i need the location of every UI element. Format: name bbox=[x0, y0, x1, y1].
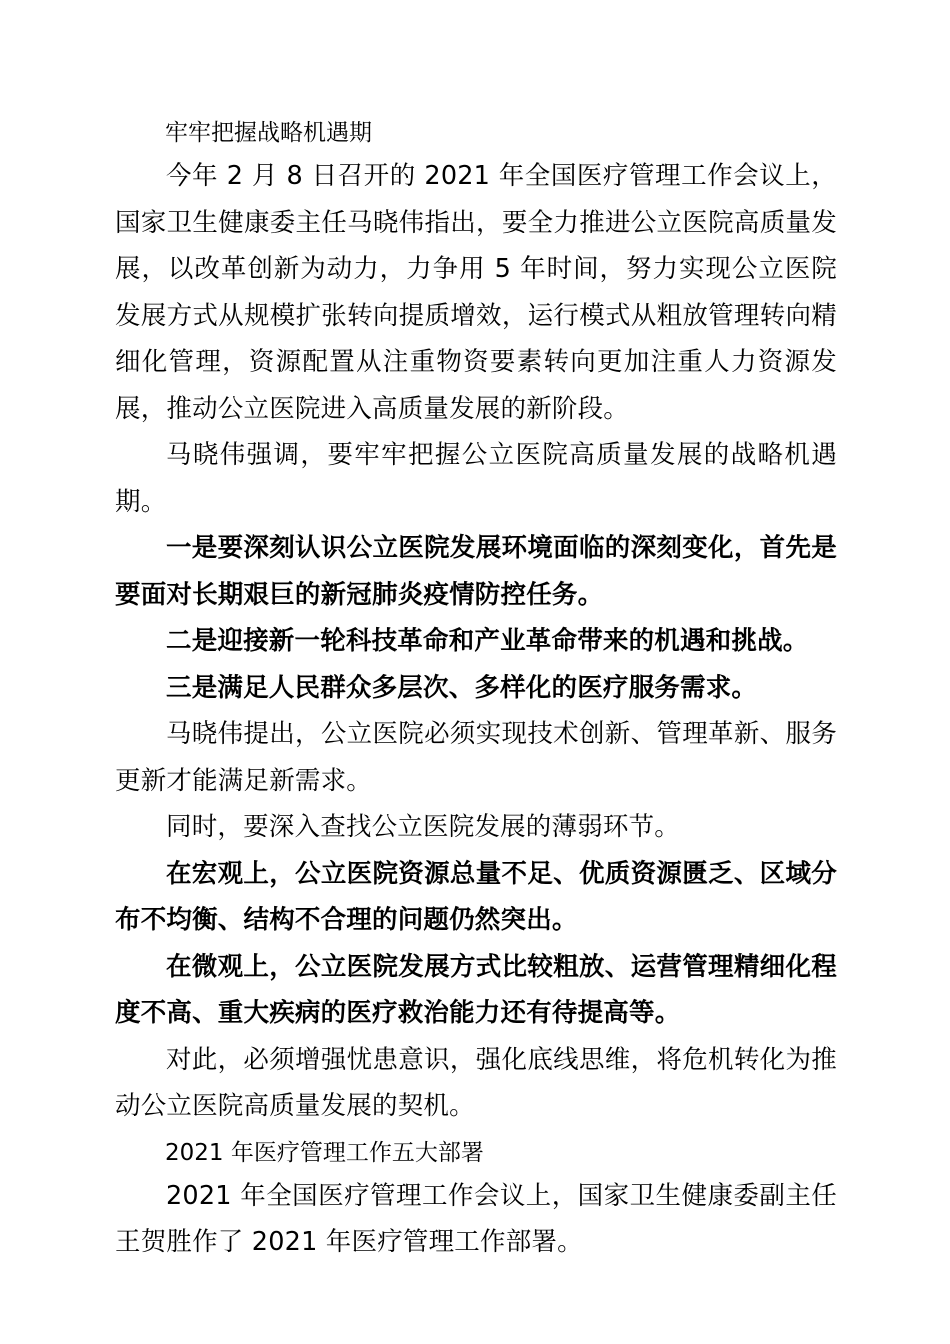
paragraph-emphasis: 马晓伟强调，要牢牢把握公立医院高质量发展的战略机遇期。 bbox=[115, 440, 837, 517]
paragraph-point-one: 一是要深刻认识公立医院发展环境面临的深刻变化，首先是要面对长期艰巨的新冠肺炎疫情防控任务。 bbox=[115, 533, 837, 610]
paragraph-micro: 在微观上，公立医院发展方式比较粗放、运营管理精细化程度不高、重大疾病的医疗救治能力还有待提高等。 bbox=[115, 951, 837, 1028]
paragraph-macro: 在宏观上，公立医院资源总量不足、优质资源匮乏、区域分布不均衡、结构不合理的问题仍然突出。 bbox=[115, 858, 837, 935]
paragraph-conclusion: 对此，必须增强忧患意识，强化底线思维，将危机转化为推动公立医院高质量发展的契机。 bbox=[115, 1044, 837, 1121]
paragraph-innovation: 马晓伟提出，公立医院必须实现技术创新、管理革新、服务更新才能满足新需求。 bbox=[115, 719, 837, 796]
section-heading-five-deployments: 2021 年医疗管理工作五大部署 bbox=[165, 1139, 484, 1166]
paragraph-point-three: 三是满足人民群众多层次、多样化的医疗服务需求。 bbox=[166, 672, 758, 703]
paragraph-point-two: 二是迎接新一轮科技革命和产业革命带来的机遇和挑战。 bbox=[166, 626, 809, 656]
section-heading-strategic-period: 牢牢把握战略机遇期 bbox=[165, 120, 372, 146]
paragraph-intro: 今年 2 月 8 日召开的 2021 年全国医疗管理工作会议上，国家卫生健康委主任马晓伟指出，要全力推进公立医院高质量发展，以改革创新为动力，力争用 5 年时间，努力实现公立医院发展方式从规模扩张转向提质增效，运行模式从粗放管理转向精细化管理，资源配置从注重物资要素转向更加注重人力资源发展，推动公立医院进入高质量发展的新阶段。 bbox=[115, 161, 837, 424]
paragraph-deployment-intro: 2021 年全国医疗管理工作会议上，国家卫生健康委副主任王贺胜作了 2021 年医疗管理工作部署。 bbox=[115, 1180, 837, 1257]
paragraph-weak-links: 同时，要深入查找公立医院发展的薄弱环节。 bbox=[166, 812, 681, 842]
document-page bbox=[115, 114, 837, 1266]
